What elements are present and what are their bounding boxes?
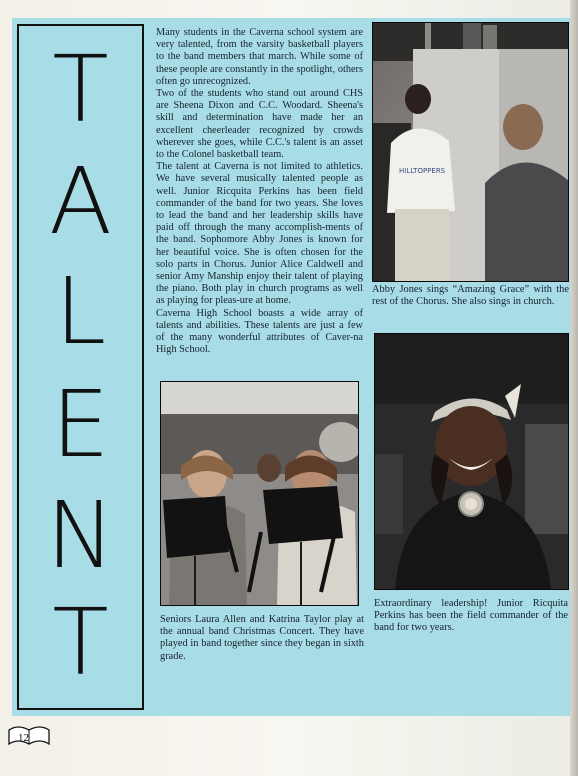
book-icon	[7, 724, 51, 748]
title-letter-e: E	[51, 371, 110, 478]
article-paragraph: Caverna High School boasts a wide array of talents and abilities. These talents are just a few of the many wonderful attributes of Caver-na High School.	[156, 307, 363, 356]
chorus-photo	[372, 22, 569, 282]
title-letter-n: N	[46, 482, 115, 589]
talent-title-box	[17, 24, 144, 710]
title-letter-l: L	[54, 258, 107, 365]
title-letter-t1: T	[52, 36, 109, 143]
page-number: 12	[18, 732, 29, 744]
article-body	[156, 27, 363, 356]
article-paragraph: Many students in the Caverna school system are very talented, from the varsity basketball players to the band members that march. While some of these people are constantly in the spotlight, others often go unrecognized.	[156, 27, 363, 87]
leader-photo-image	[375, 334, 569, 590]
article-paragraph: The talent at Caverna is not limited to athletics. We have several musically talented people as well. Junior Ricquita Perkins has been field commander of the band for two years. She loves to lead the band and her leadership skills have paid off through the many accomplish-ments of the band. Sophomore Abby Jones is known for her beautiful voice. She is often chosen for the solo parts in Chorus. Junior Alice Caldwell and senior Amy Manship enjoy their talent of playing the piano. Both play in church programs as well as playing for pleas-ure at home.	[156, 161, 363, 307]
page-edge-shadow	[570, 0, 578, 776]
article-paragraph: Two of the students who stand out around CHS are Sheena Dixon and C.C. Woodard. Sheena's skill and determination have made her an excellent cheerleader recognized by crowds wherever she goes, while C.C.'s talent is an asset to the Colonel basketball team.	[156, 88, 363, 161]
leader-caption: Extraordinary leadership! Junior Ricquita Perkins has been the field commander of the band for two years.	[374, 598, 568, 634]
title-letter-a: A	[49, 148, 112, 255]
band-caption: Seniors Laura Allen and Katrina Taylor play at the annual band Christmas Concert. They have played in band together since they began in sixth grade.	[160, 614, 364, 662]
chorus-caption: Abby Jones sings “Amazing Grace” with the rest of the Chorus. She also sings in church.	[372, 284, 569, 308]
leader-photo	[374, 333, 569, 590]
band-photo	[160, 381, 359, 606]
chorus-shirt-text: HILLTOPPERS	[399, 167, 446, 175]
band-photo-image	[161, 382, 359, 606]
title-letter-t2: T	[52, 589, 109, 696]
chorus-photo-image	[373, 23, 569, 282]
